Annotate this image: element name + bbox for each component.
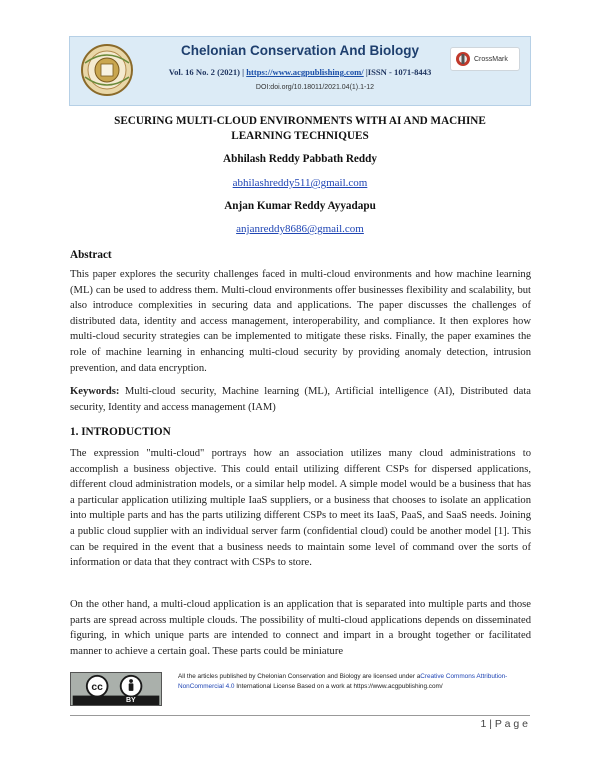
keywords-label: Keywords:: [70, 386, 120, 397]
page-number: 1 | P a g e: [480, 718, 528, 730]
issn-info: |ISSN - 1071-8443: [365, 67, 432, 77]
author-name-2: Anjan Kumar Reddy Ayyadapu: [224, 200, 376, 212]
license-text-before: All the articles published by Chelonian Conservation and Biology are licensed under a: [178, 673, 421, 680]
journal-title: Chelonian Conservation And Biology: [180, 43, 419, 58]
cc-badge-label: BY: [126, 697, 136, 704]
abstract-text: This paper explores the security challenges faced in multi-cloud environments and how machine learning (ML) can be used to address them. Multi-cloud environments offer businesses flexibility and scalability, but also introduce complexities in securing data and applications. The paper discusses the challenges of distributed data, identity and access management, interoperability, and compliance. It then explores how multi-cloud security strategies can be implemented to mitigate these risks. Finally, the paper examines the role of machine learning in enhancing multi-cloud security by providing anomaly detection, intrusion prevention, and data encryption.: [70, 269, 531, 374]
creative-commons-badge-icon[interactable]: [70, 672, 162, 706]
paper-title: [100, 114, 500, 144]
abstract-heading: Abstract: [70, 249, 112, 261]
author-email-2[interactable]: anjanreddy8686@gmail.com: [236, 223, 364, 235]
author-name-1: Abhilash Reddy Pabbath Reddy: [223, 153, 377, 165]
paper-title-line-1: SECURING MULTI-CLOUD ENVIRONMENTS WITH AI AND MACHINE: [114, 115, 486, 127]
license-block: [70, 672, 532, 712]
footer-divider: [70, 715, 530, 716]
volume-info: Vol. 16 No. 2 (2021) |: [168, 67, 245, 77]
author-email-1[interactable]: abhilashreddy511@gmail.com: [232, 177, 368, 189]
keywords-text: Multi-cloud security, Machine learning (ML), Artificial intelligence (AI), Distributed data security, Identity and access management (IAM): [70, 386, 531, 413]
crossmark-icon: [455, 51, 471, 67]
doi-line: DOI:doi.org/10.18011/2021.04(1).1-12: [255, 84, 375, 91]
introduction-heading: 1. INTRODUCTION: [70, 426, 171, 438]
crossmark-label: CrossMark: [474, 55, 508, 63]
paper-title-line-2: LEARNING TECHNIQUES: [231, 130, 369, 142]
license-text: [178, 672, 534, 692]
crossmark-button[interactable]: [450, 47, 520, 71]
journal-url-link[interactable]: https://www.acgpublishing.com/: [246, 67, 364, 77]
license-link[interactable]: Creative Commons Attribution-NonCommercial 4.0: [178, 673, 508, 690]
introduction-paragraph-2: On the other hand, a multi-cloud application is an application that is separated into multiple parts and those parts are spread across multiple clouds. The possibility of multi-cloud applications depends on disseminated figuring, in which unique parts are intended to connect and impart in a brought together or facilitated manner to achieve a certain goal. These parts could be miniature: [70, 599, 531, 657]
license-text-after: International License Based on a work at https://www.acgpublishing.com/: [234, 683, 443, 690]
svg-text:cc: cc: [91, 681, 103, 693]
journal-header: [69, 36, 531, 106]
introduction-paragraph-1: The expression "multi-cloud" portrays how an association utilizes many cloud administrations to accomplish a business objective. This could entail utilizing different CSPs for dispersed applications, different cloud administration models, or a similar help model. A simple model would be a business that has a particular application utilizing multiple IaaS suppliers, or a business that chooses to isolate an application into multiple parts and has the parts utilizing different CSPs to meet its IaaS, PaaS, and SaaS needs. Joining a public cloud supplier with an individual server farm (confidential cloud) could be another model [1]. This can be required in the event that a business needs to maintain some level of command over the sorts of information or data that they contract with CSPs to store.: [70, 448, 531, 569]
volume-line: [132, 67, 468, 77]
keywords-paragraph: [70, 384, 531, 415]
